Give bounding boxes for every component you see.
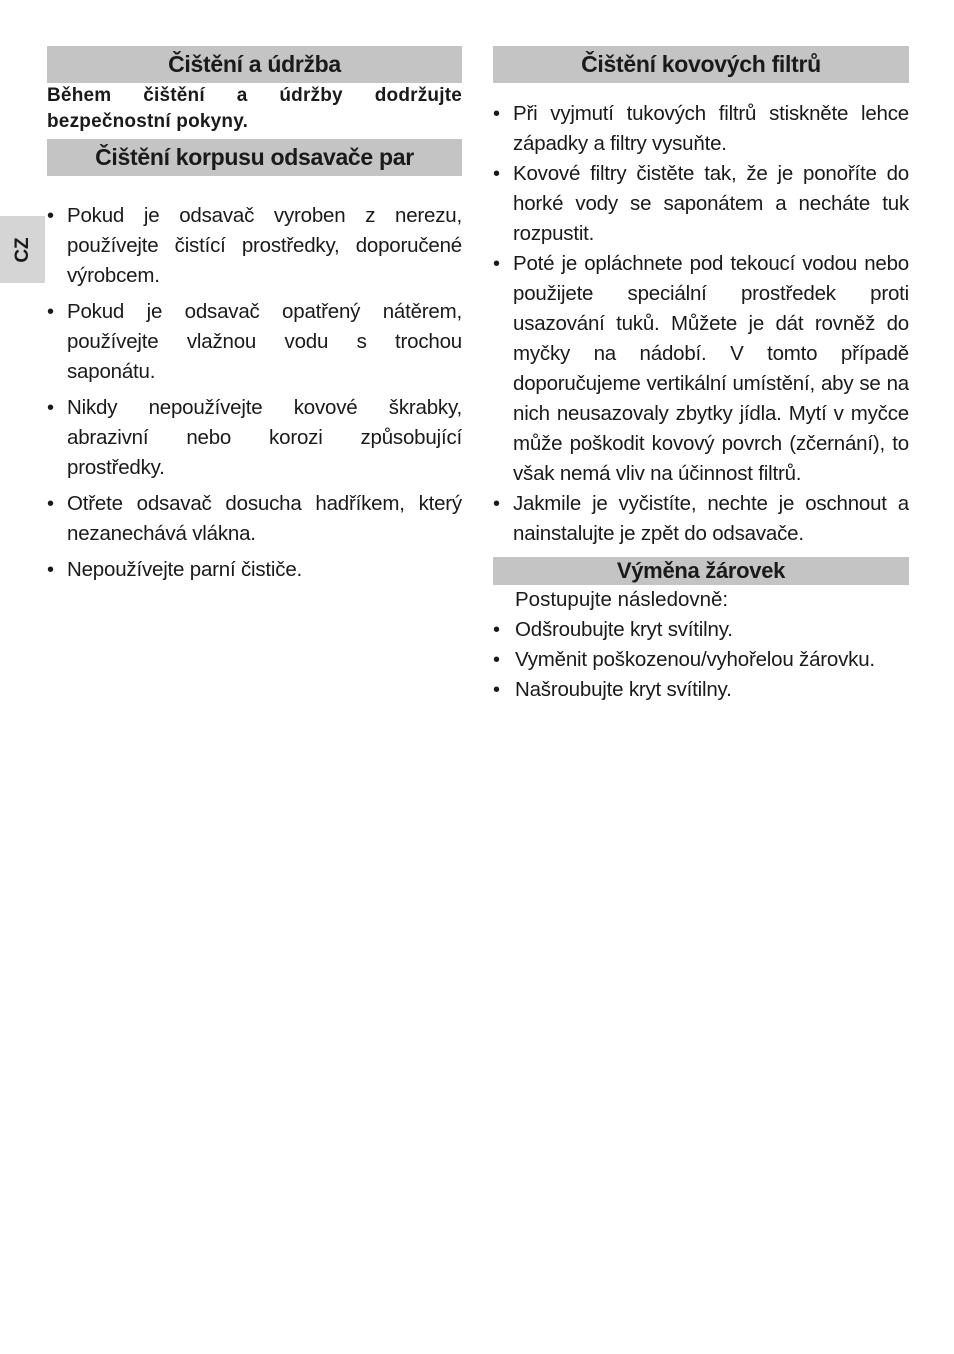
list-item: • Pokud je odsavač vyroben z nerezu, používejte čistící prostředky, doporučené výrobcem.: [47, 201, 462, 291]
list-item: • Nepoužívejte parní čističe.: [47, 555, 462, 585]
list-item: • Našroubujte kryt svítilny.: [493, 675, 909, 705]
bulb-replacement-steps: [493, 615, 909, 705]
bullet-icon: •: [47, 205, 54, 227]
list-item: • Otřete odsavač dosucha hadříkem, který nezanechává vlákna.: [47, 489, 462, 549]
list-item: • Odšroubujte kryt svítilny.: [493, 615, 909, 645]
filter-cleaning-list: [493, 99, 909, 549]
bullet-icon: •: [47, 493, 54, 515]
section-title-cleaning-maintenance: Čištění a údržba: [47, 46, 462, 83]
list-item: • Vyměnit poškozenou/vyhořelou žárovku.: [493, 645, 909, 675]
list-item: • Při vyjmutí tukových filtrů stiskněte lehce západky a filtry vysuňte.: [493, 99, 909, 159]
bullet-icon: •: [493, 679, 500, 701]
bullet-icon: •: [47, 559, 54, 581]
procedure-intro: Postupujte následovně:: [515, 588, 729, 611]
left-column: [47, 46, 462, 591]
list-item: • Jakmile je vyčistíte, nechte je oschnout a nainstalujte je zpět do odsavače.: [493, 489, 909, 549]
bullet-icon: •: [493, 103, 500, 125]
language-tab: [0, 216, 45, 283]
bullet-icon: •: [493, 649, 500, 671]
bullet-icon: •: [493, 619, 500, 641]
list-item: • Pokud je odsavač opatřený nátěrem, používejte vlažnou vodu s trochou saponátu.: [47, 297, 462, 387]
section-title-bulb-replacement: Výměna žárovek: [493, 557, 909, 585]
bullet-icon: •: [47, 301, 54, 323]
safety-warning: Během čištění a údržby dodržujte bezpečnostní pokyny.: [47, 85, 462, 132]
bullet-icon: •: [493, 493, 500, 515]
language-tab-label: CZ: [11, 236, 33, 263]
list-item: • Kovové filtry čistěte tak, že je ponoříte do horké vody se saponátem a necháte tuk rozpustit.: [493, 159, 909, 249]
bullet-icon: •: [493, 163, 500, 185]
bullet-icon: •: [493, 253, 500, 275]
section-title-hood-body-cleaning: Čištění korpusu odsavače par: [47, 139, 462, 176]
section-title-metal-filters: Čištění kovových filtrů: [493, 46, 909, 83]
list-item: • Poté je opláchnete pod tekoucí vodou nebo použijete speciální prostředek proti usazování tuků. Můžete je dát rovněž do myčky na nádobí. V tomto případě doporučujeme vertikální umístění, aby se na nich neusazovaly zbytky jídla. Mytí v myčce může poškodit kovový povrch (zčernání), to však nemá vliv na účinnost filtrů.: [493, 249, 909, 489]
bullet-icon: •: [47, 397, 54, 419]
list-item: • Nikdy nepoužívejte kovové škrabky, abrazivní nebo korozi způsobující prostředky.: [47, 393, 462, 483]
right-column: [493, 46, 909, 705]
hood-cleaning-list: [47, 201, 462, 585]
